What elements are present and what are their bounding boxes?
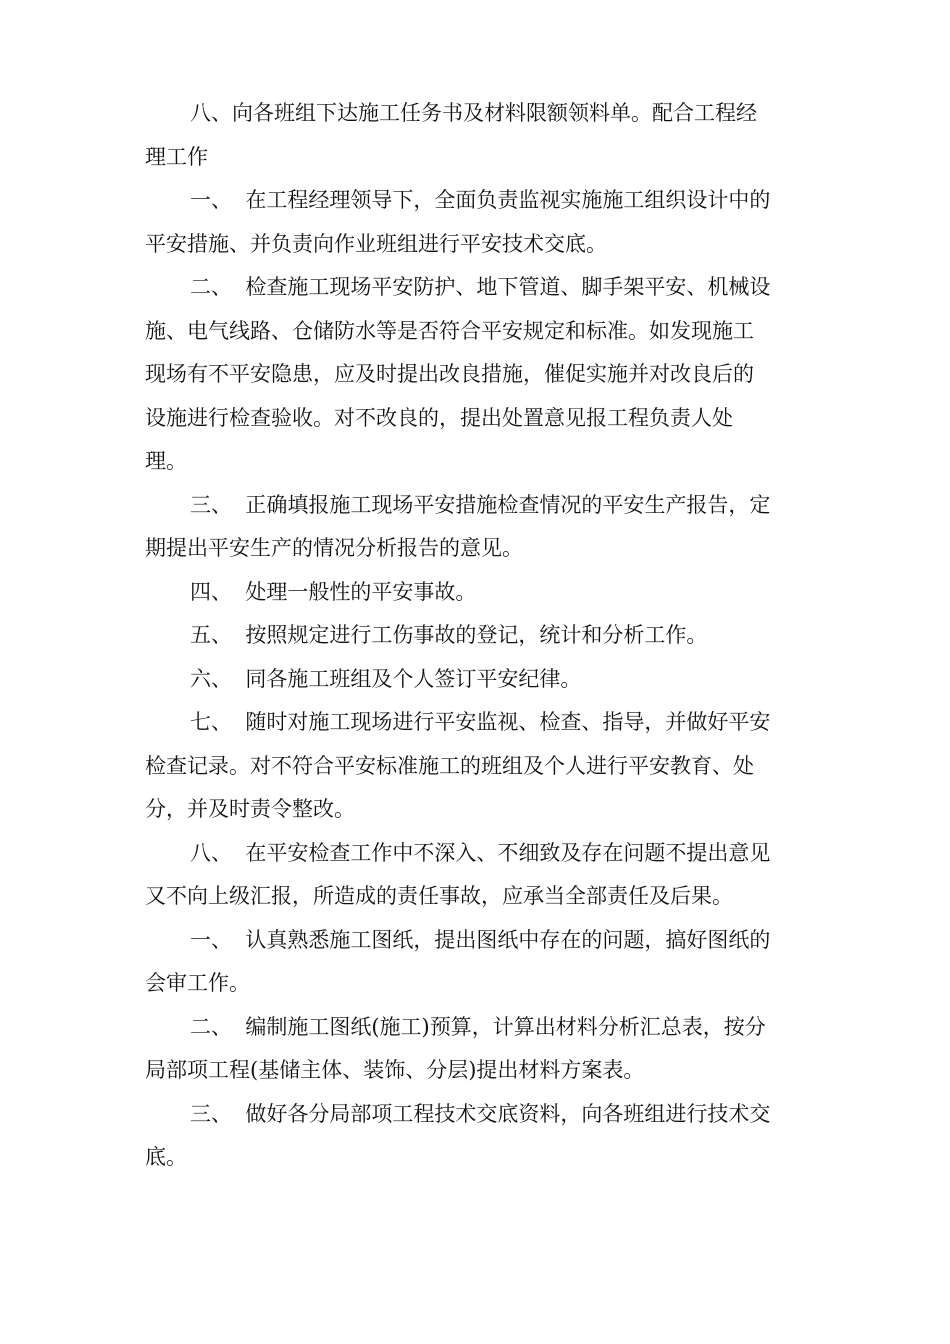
text-line: 设施进行检查验收。对不改良的，提出处置意见报工程负责人处 [145, 405, 733, 430]
paragraph [145, 919, 815, 1006]
text-line: 二、 检查施工现场平安防护、地下管道、脚手架平安、机械设 [190, 275, 771, 299]
text-line: 一、 在工程经理领导下，全面负责监视实施施工组织设计中的 [190, 188, 771, 212]
text-line: 五、 按照规定进行工伤事故的登记，统计和分析工作。 [190, 623, 708, 647]
text-line: 一、 认真熟悉施工图纸，提出图纸中存在的问题，搞好图纸的 [190, 927, 771, 952]
paragraph [145, 1093, 815, 1180]
text-line: 四、 处理一般性的平安事故。 [190, 579, 477, 604]
paragraph [145, 571, 815, 615]
text-line: 七、 随时对施工现场进行平安监视、检查、指导，并做好平安 [190, 710, 771, 734]
text-line: 分，并及时责令整改。 [145, 797, 355, 821]
text-line: 六、 同各施工班组及个人签订平安纪律。 [190, 666, 582, 691]
paragraph [145, 266, 815, 484]
paragraph [145, 658, 815, 702]
text-line: 理。 [145, 449, 187, 473]
text-line: 三、 做好各分局部项工程技术交底资料，向各班组进行技术交 [190, 1101, 771, 1126]
text-line: 三、 正确填报施工现场平安措施检查情况的平安生产报告，定 [190, 492, 771, 517]
paragraph [145, 832, 815, 919]
paragraph [145, 92, 815, 179]
text-line: 平安措施、并负责向作业班组进行平安技术交底。 [145, 231, 607, 256]
paragraph [145, 179, 815, 266]
text-line: 会审工作。 [145, 971, 250, 995]
paragraph [145, 701, 815, 832]
text-line: 八、 在平安检查工作中不深入、不细致及存在问题不提出意见 [190, 840, 771, 865]
document-body [145, 92, 815, 1180]
text-line: 检查记录。对不符合平安标准施工的班组及个人进行平安教育、处 [145, 753, 754, 778]
paragraph [145, 614, 815, 658]
text-line: 期提出平安生产的情况分析报告的意见。 [145, 536, 523, 560]
text-line: 八、向各班组下达施工任务书及材料限额领料单。配合工程经 [190, 101, 757, 125]
text-line: 二、 编制施工图纸(施工)预算，计算出材料分析汇总表，按分 [190, 1014, 766, 1039]
text-line: 施、电气线路、仓储防水等是否符合平安规定和标准。如发现施工 [145, 318, 754, 343]
text-line: 现场有不平安隐患，应及时提出改良措施，催促实施并对改良后的 [145, 362, 754, 386]
text-line: 局部项工程(基储主体、装饰、分层)提出材料方案表。 [145, 1058, 645, 1082]
paragraph [145, 1006, 815, 1093]
text-line: 又不向上级汇报，所造成的责任事故，应承当全部责任及后果。 [145, 884, 733, 908]
text-line: 理工作 [145, 144, 208, 169]
text-line: 底。 [145, 1145, 187, 1169]
paragraph [145, 484, 815, 571]
